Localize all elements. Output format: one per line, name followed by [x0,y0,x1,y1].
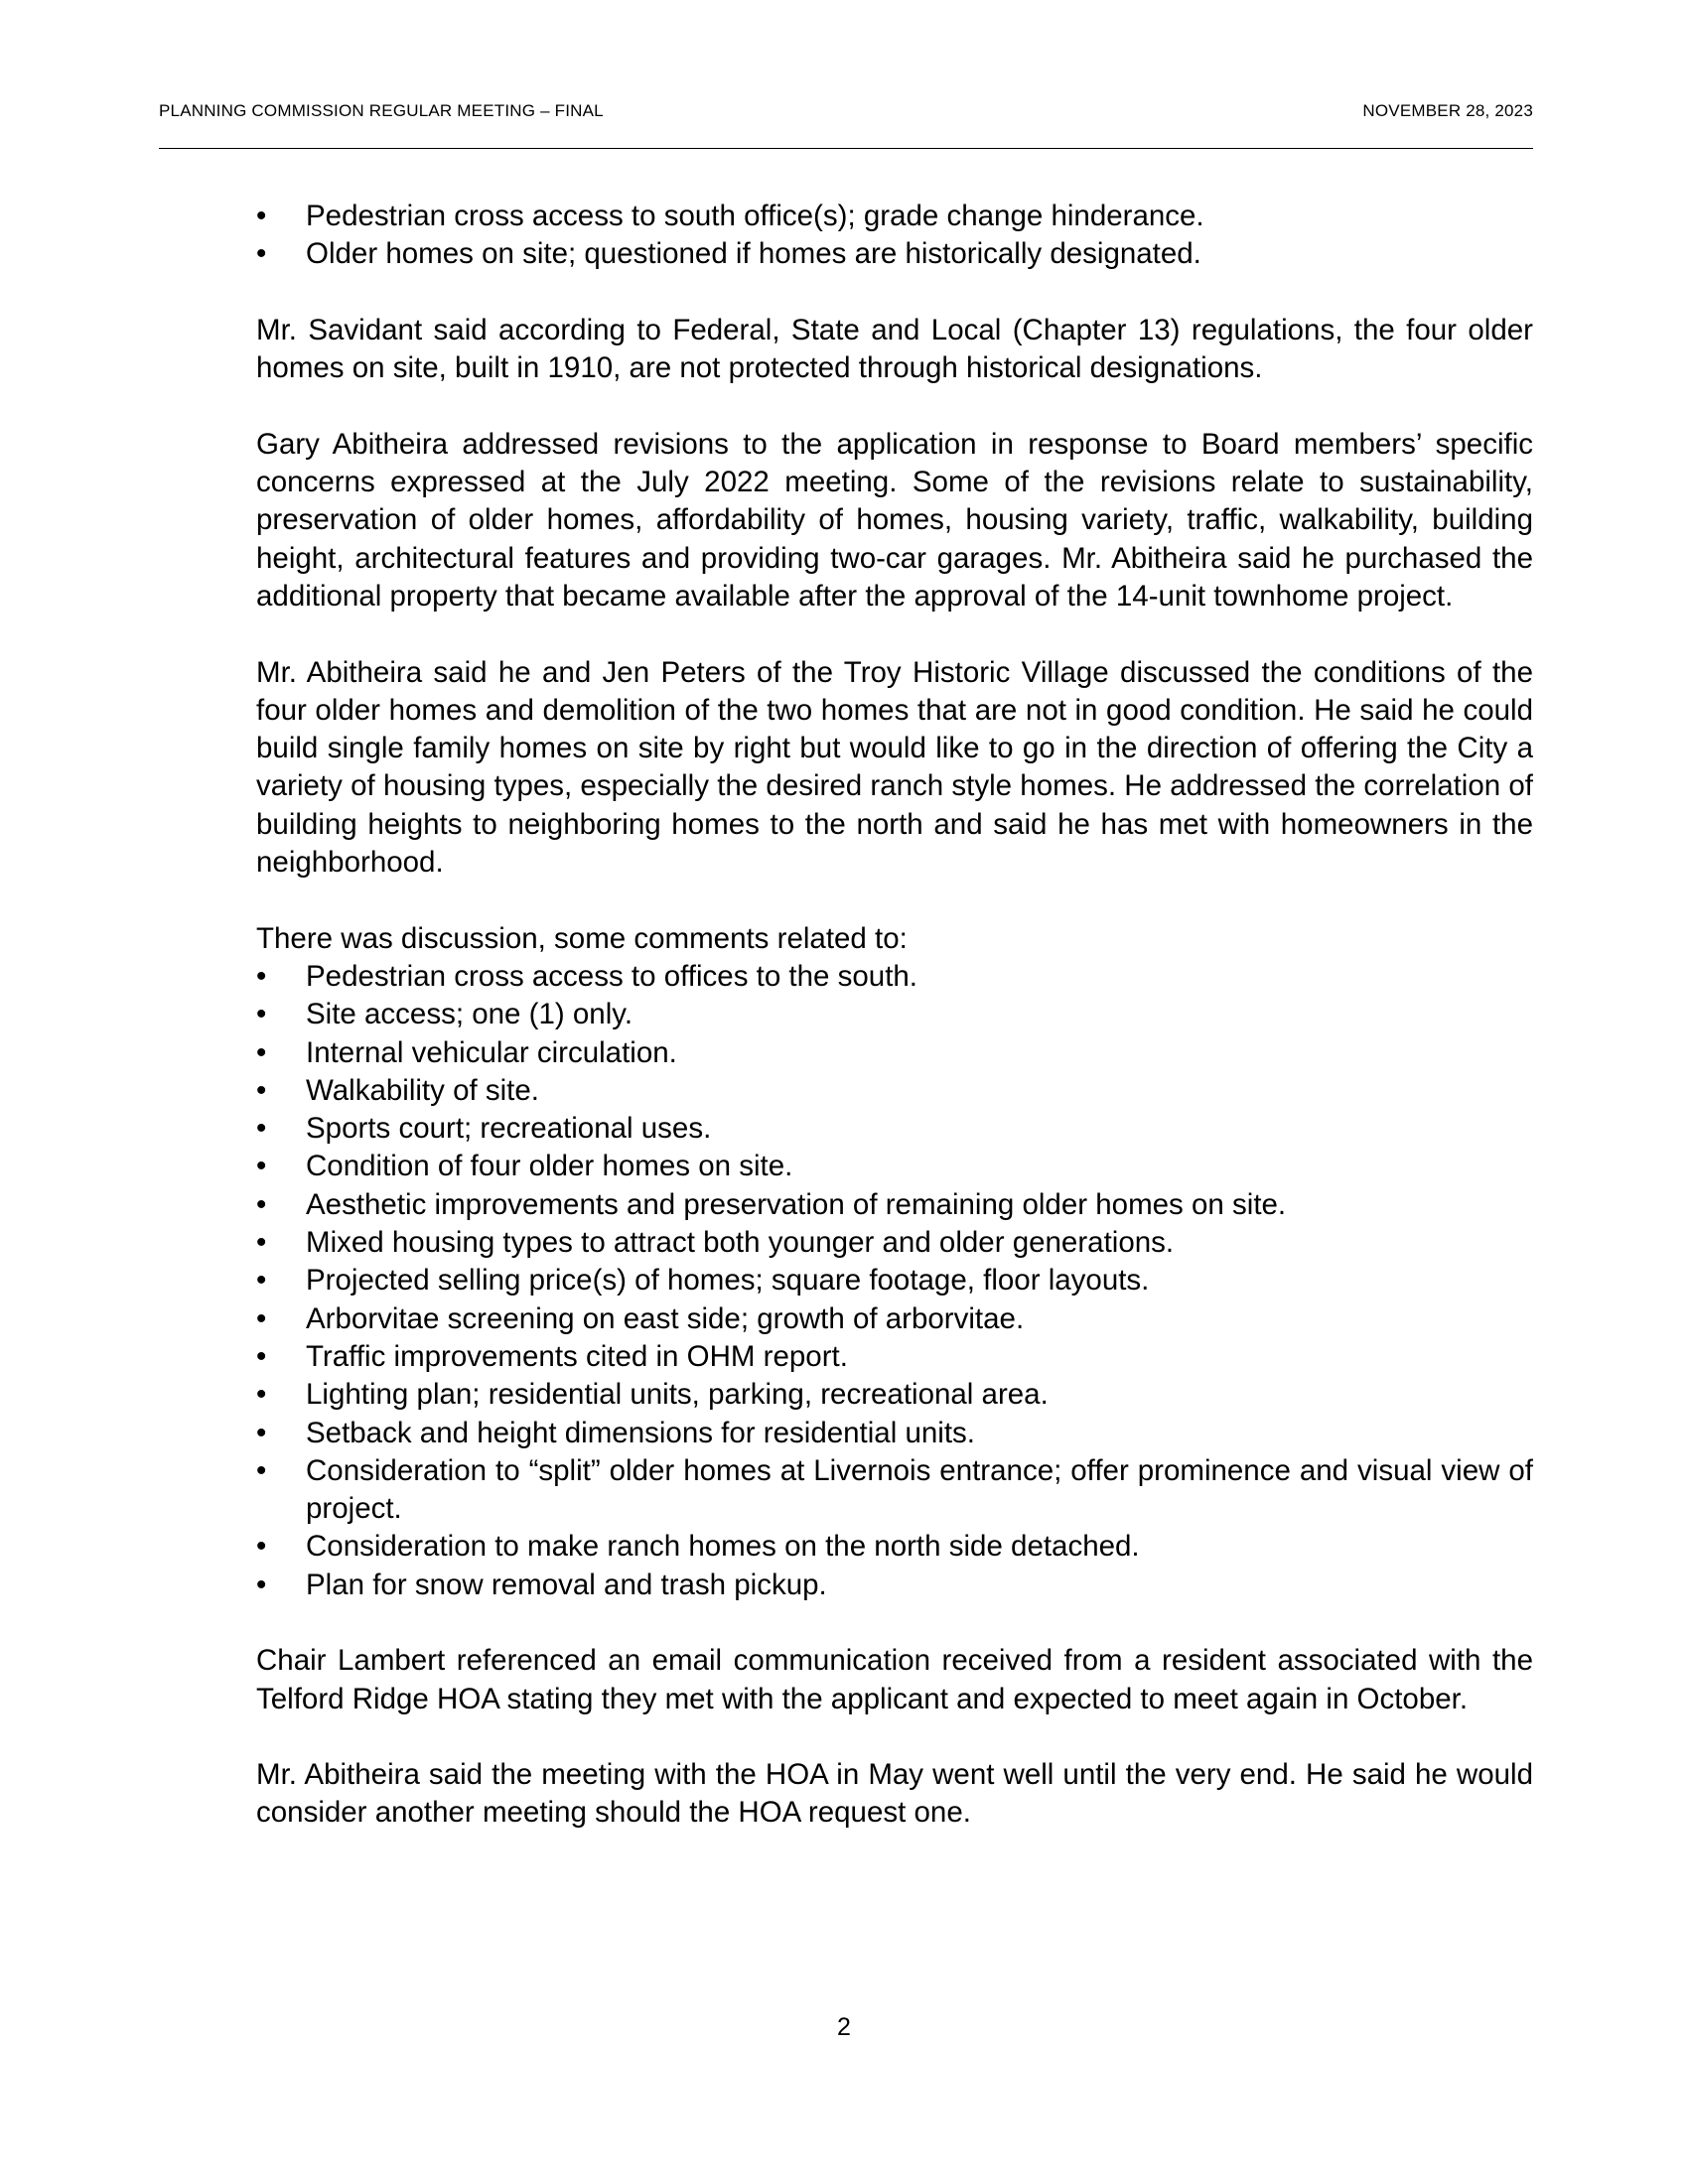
bullet-list-discussion [256,958,1533,1604]
paragraph-abitheira-revisions: Gary Abitheira addressed revisions to the application in response to Board members’ specific concerns expressed at the July 2022 meeting. Some of the revisions relate to sustainability, preservation of older homes, affordability of homes, housing variety, traffic, walkability, building height, architectural features and providing two-car garages. Mr. Abitheira said he purchased the additional property that became available after the approval of the 14-unit townhome project. [256,427,1533,613]
bullet-icon: • [256,1568,267,1601]
list-item-text: Walkability of site. [306,1073,539,1107]
list-item-text: Pedestrian cross access to south office(s); grade change hinderance. [306,200,1204,232]
bullet-icon: • [256,1301,267,1335]
bullet-list-top [256,198,1533,274]
list-item-text: Arborvitae screening on east side; growth of arborvitae. [306,1301,1025,1335]
bullet-icon: • [256,1073,267,1107]
list-item-text: Traffic improvements cited in OHM report. [306,1339,848,1373]
document-body [256,198,1533,1870]
list-item [256,1072,1533,1110]
list-item-text: Older homes on site; questioned if homes are historically designated. [306,237,1201,271]
list-item [256,1452,1533,1529]
bullet-icon: • [256,959,267,993]
list-item-text: Consideration to “split” older homes at Livernois entrance; offer prominence and visual view of project. [306,1453,1533,1526]
bullet-icon: • [256,1187,267,1221]
list-item [256,1338,1533,1376]
bullet-icon: • [256,1150,267,1183]
header-divider [159,148,1533,149]
bullet-icon: • [256,1264,267,1297]
header-date: NOVEMBER 28, 2023 [1362,101,1533,120]
paragraph-savidant: Mr. Savidant said according to Federal, State and Local (Chapter 13) regulations, the four older homes on site, built in 1910, are not protected through historical designations. [256,313,1533,385]
list-item [256,1034,1533,1072]
list-item [256,1186,1533,1224]
paragraph-lambert: Chair Lambert referenced an email communication received from a resident associated with the Telford Ridge HOA stating they met with the applicant and expected to meet again in October. [256,1644,1533,1715]
list-item-text: Internal vehicular circulation. [306,1035,677,1069]
list-item [256,996,1533,1033]
paragraph-discussion-intro: There was discussion, some comments related to: [256,921,908,955]
bullet-icon: • [256,1035,267,1069]
list-item-text: Plan for snow removal and trash pickup. [306,1568,827,1601]
bullet-icon: • [256,200,267,232]
list-item [256,958,1533,996]
list-item-text: Sports court; recreational uses. [306,1112,712,1146]
list-item-text: Consideration to make ranch homes on the north side detached. [306,1530,1140,1564]
list-item-text: Aesthetic improvements and preservation of remaining older homes on site. [306,1187,1287,1221]
paragraph-abitheira-peters: Mr. Abitheira said he and Jen Peters of the Troy Historic Village discussed the conditions of the four older homes and demolition of the two homes that are not in good condition. He said he could build single family homes on site by right but would like to go in the direction of offering the City a variety of housing types, especially the desired ranch style homes. He addressed the correlation of building heights to neighboring homes to the north and said he has met with homeowners in the neighborhood. [256,655,1533,880]
bullet-icon: • [256,1339,267,1373]
page-number: 2 [837,2013,851,2041]
paragraph-abitheira-hoa: Mr. Abitheira said the meeting with the HOA in May went well until the very end. He said he would consider another meeting should the HOA request one. [256,1758,1533,1830]
list-item-text: Projected selling price(s) of homes; square footage, floor layouts. [306,1264,1150,1297]
list-item [256,1300,1533,1338]
bullet-icon: • [256,1453,267,1487]
page-header [159,101,1533,129]
bullet-icon: • [256,1226,267,1260]
bullet-icon: • [256,1416,267,1449]
list-item [256,1110,1533,1148]
list-item-text: Lighting plan; residential units, parking, recreational area. [306,1378,1049,1412]
list-item [256,1415,1533,1452]
bullet-icon: • [256,1112,267,1146]
list-item [256,1528,1533,1566]
list-item [256,235,1533,273]
list-item [256,1376,1533,1414]
bullet-icon: • [256,1378,267,1412]
list-item [256,1224,1533,1262]
list-item-text: Site access; one (1) only. [306,998,633,1031]
list-item [256,1567,1533,1604]
list-item [256,1148,1533,1185]
header-title: PLANNING COMMISSION REGULAR MEETING – FINAL [159,101,604,120]
list-item-text: Setback and height dimensions for residential units. [306,1416,975,1449]
list-item-text: Condition of four older homes on site. [306,1150,793,1183]
list-item [256,198,1533,235]
list-item-text: Mixed housing types to attract both younger and older generations. [306,1226,1175,1260]
list-item-text: Pedestrian cross access to offices to the south. [306,959,917,993]
bullet-icon: • [256,237,267,271]
bullet-icon: • [256,998,267,1031]
list-item [256,1262,1533,1299]
bullet-icon: • [256,1530,267,1564]
